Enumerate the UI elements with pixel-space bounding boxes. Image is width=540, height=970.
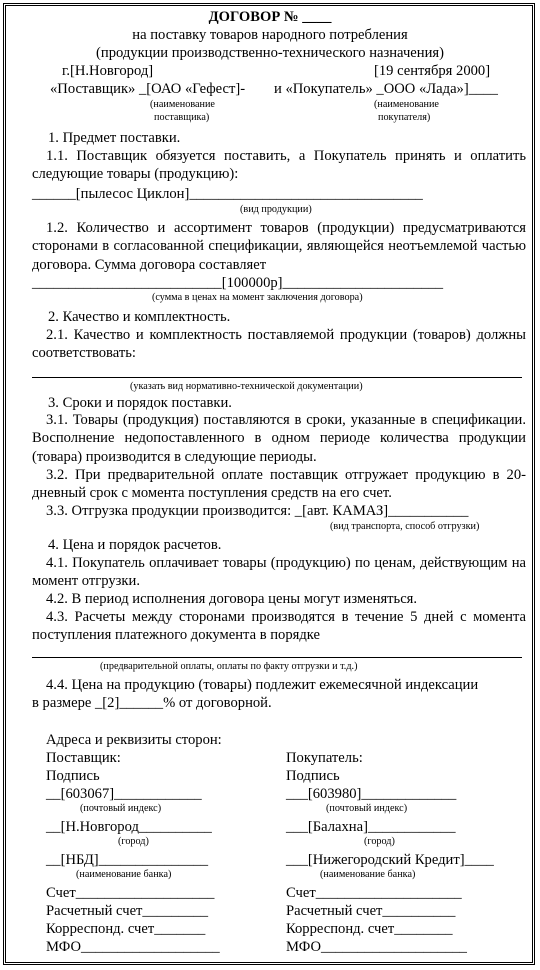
requisites-heading: Адреса и реквизиты сторон: [46, 732, 222, 748]
indexation-rate: в размере _[2]______% от договорной. [32, 695, 272, 711]
clause-1-2: 1.2. Количество и ассортимент товаров (продукции) предусматриваются сторонами в согласованной спецификации, являющейся неотъемлемой частью договора. Сумма договора составляет [32, 220, 526, 273]
city-field: г.[Н.Новгород] [62, 63, 154, 79]
section-3-heading: 3. Сроки и порядок поставки. [48, 395, 232, 411]
buyer-postal-hint: (почтовый индекс) [326, 803, 408, 814]
clause-3-3: 3.3. Отгрузка продукции производится: _[авт. КАМАЗ]___________ [46, 503, 469, 519]
supplier-mfo: МФО___________________ [46, 939, 220, 955]
buyer-settlement-account: Расчетный счет__________ [286, 903, 456, 919]
supplier-signature: Подпись [46, 768, 100, 784]
contract-title: ДОГОВОР № ____ [208, 9, 332, 25]
supplier-postal-index: __[603067]____________ [46, 786, 202, 802]
buyer-bank: ___[Нижегородский Кредит]____ [286, 852, 494, 868]
date-field: [19 сентября 2000] [374, 63, 491, 79]
standard-doc-hint: (указать вид нормативно-технической документации) [130, 381, 363, 392]
supplier-account: Счет___________________ [46, 885, 215, 901]
supplier-city: __[Н.Новгород__________ [46, 819, 212, 835]
goods-field: ______[пылесос Циклон]________________________________ [32, 186, 423, 202]
buyer-hint-2: покупателя) [378, 112, 431, 123]
supplier-postal-hint: (почтовый индекс) [80, 803, 162, 814]
buyer-city: ___[Балахна]____________ [286, 819, 456, 835]
supplier-city-hint: (город) [118, 836, 149, 847]
section-2-heading: 2. Качество и комплектность. [48, 309, 231, 325]
buyer-bank-hint: (наименование банка) [320, 869, 416, 880]
standard-doc-blank [32, 377, 522, 378]
clause-4-2: 4.2. В период исполнения договора цены могут изменяться. [46, 591, 418, 607]
clause-4-1: 4.1. Покупатель оплачивает товары (продукцию) по ценам, действующим на момент отгрузки. [32, 555, 526, 590]
buyer-mfo: МФО____________________ [286, 939, 467, 955]
section-1-heading: 1. Предмет поставки. [48, 130, 181, 146]
contract-subtitle-alt: (продукции производственно-технического назначения) [96, 45, 444, 61]
transport-hint: (вид транспорта, способ отгрузки) [330, 521, 480, 532]
payment-hint: (предварительной оплаты, оплаты по факту отгрузки и т.д.) [100, 661, 358, 672]
buyer-name-field: и «Покупатель» _ООО «Лада»]____ [274, 81, 498, 97]
supplier-corr-account: Корреспонд. счет_______ [46, 921, 206, 937]
clause-1-1: 1.1. Поставщик обязуется поставить, а Покупатель принять и оплатить следующие товары (продукцию): [32, 148, 526, 183]
buyer-account: Счет____________________ [286, 885, 462, 901]
buyer-hint-1: (наименование [374, 99, 439, 110]
clause-4-3: 4.3. Расчеты между сторонами производятся в течение 5 дней с момента поступления платежного документа в порядке [32, 609, 526, 644]
buyer-corr-account: Корреспонд. счет________ [286, 921, 453, 937]
payment-method-blank [32, 657, 522, 658]
goods-hint: (вид продукции) [240, 204, 312, 215]
supplier-bank: __[НБД]_______________ [46, 852, 209, 868]
clause-4-4: 4.4. Цена на продукцию (товары) подлежит ежемесячной индексации [46, 677, 479, 693]
supplier-bank-hint: (наименование банка) [76, 869, 172, 880]
sum-field: __________________________[100000р]______________________ [32, 275, 444, 291]
sum-hint: (сумма в ценах на момент заключения договора) [152, 292, 363, 303]
clause-3-1: 3.1. Товары (продукция) поставляются в сроки, указанные в спецификации. Восполнение недопоставленного в одном периоде количества продукции (товара) производится в следующие периоды. [32, 412, 526, 465]
supplier-name-field: «Поставщик» _[ОАО «Гефест]- [50, 81, 246, 97]
supplier-hint-2: поставщика) [154, 112, 210, 123]
supplier-hint-1: (наименование [150, 99, 215, 110]
clause-3-2: 3.2. При предварительной оплате поставщик отгружает продукцию в 20-дневный срок с момента поступления средств на его счет. [32, 467, 526, 502]
clause-2-1: 2.1. Качество и комплектность поставляемой продукции (товаров) должны соответствовать: [32, 327, 526, 362]
section-4-heading: 4. Цена и порядок расчетов. [48, 537, 222, 553]
supplier-settlement-account: Расчетный счет_________ [46, 903, 209, 919]
buyer-postal-index: ___[603980]_____________ [286, 786, 457, 802]
buyer-city-hint: (город) [364, 836, 395, 847]
contract-subtitle: на поставку товаров народного потребления [132, 27, 408, 43]
supplier-title: Поставщик: [46, 750, 121, 766]
buyer-signature: Подпись [286, 768, 340, 784]
buyer-title: Покупатель: [286, 750, 363, 766]
